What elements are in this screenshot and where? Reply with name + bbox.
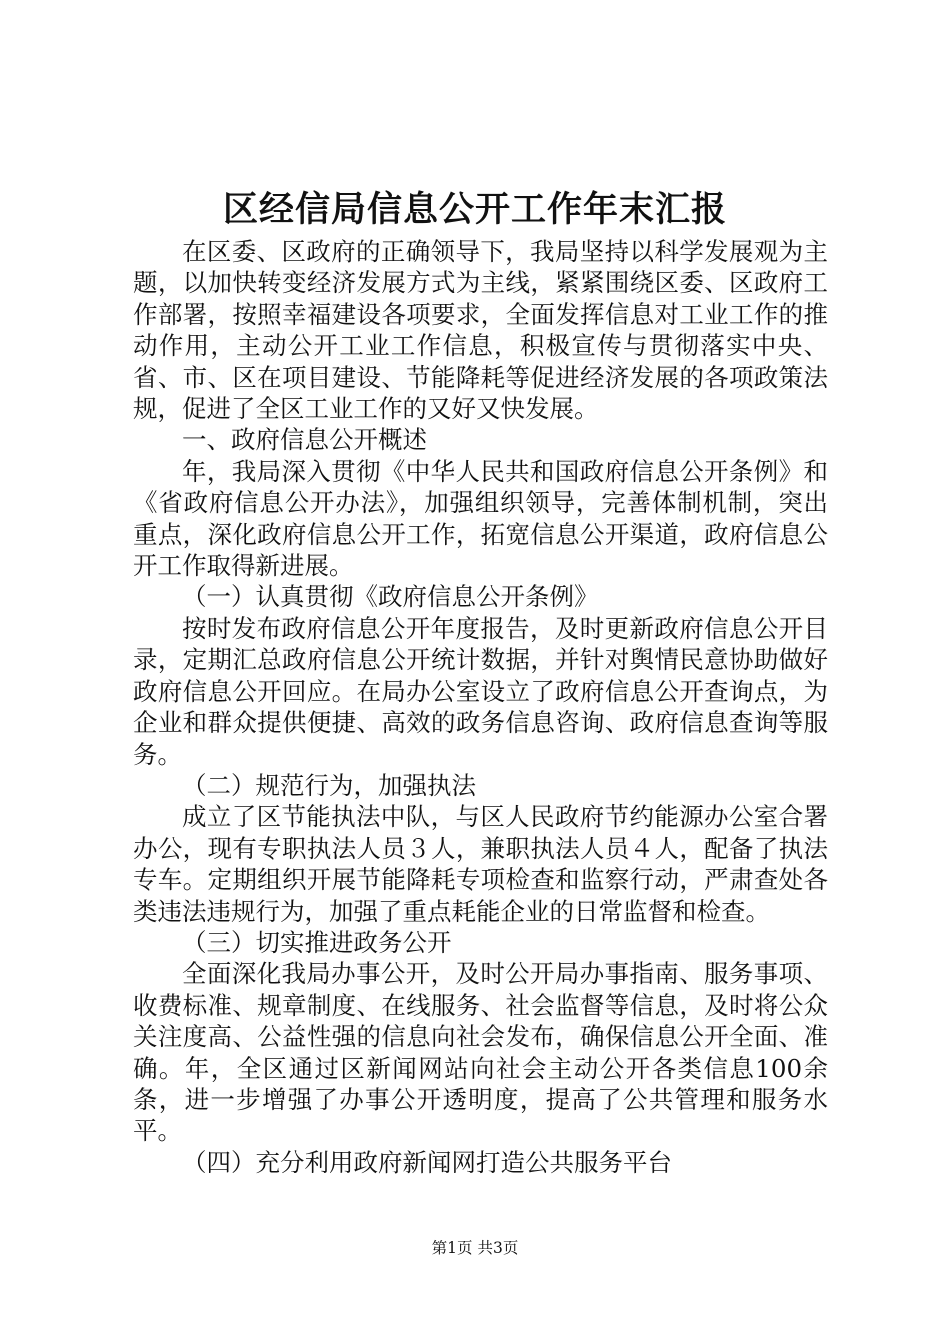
document-body: [133, 236, 828, 1178]
paragraph-overview: 年，我局深入贯彻《中华人民共和国政府信息公开条例》和《省政府信息公开办法》，加强组织领导，完善体制机制，突出重点，深化政府信息公开工作，拓宽信息公开渠道，政府信息公开工作取得新进展。: [133, 456, 828, 581]
document-title: 区经信局信息公开工作年末汇报: [222, 189, 727, 230]
subsection-heading-3: （三）切实推进政务公开: [182, 927, 452, 957]
paragraph-subsection-2: 成立了区节能执法中队，与区人民政府节约能源办公室合署办公，现有专职执法人员３人，兼职执法人员４人，配备了执法专车。定期组织开展节能降耗专项检查和监察行动，严肃查处各类违法违规行为，加强了重点耗能企业的日常监督和检查。: [133, 802, 828, 926]
section-heading-1: 一、政府信息公开概述: [182, 425, 427, 455]
paragraph-subsection-1: 按时发布政府信息公开年度报告，及时更新政府信息公开目录，定期汇总政府信息公开统计数据，并针对舆情民意协助做好政府信息公开回应。在局办公室设立了政府信息公开查询点，为企业和群众提供便捷、高效的政务信息咨询、政府信息查询等服务。: [133, 613, 828, 769]
subsection-heading-1: （一）认真贯彻《政府信息公开条例》: [182, 582, 599, 612]
subsection-heading-4: （四）充分利用政府新闻网打造公共服务平台: [182, 1147, 672, 1177]
subsection-heading-2: （二）规范行为，加强执法: [182, 770, 476, 800]
paragraph-subsection-3: 全面深化我局办事公开，及时公开局办事指南、服务事项、收费标准、规章制度、在线服务、社会监督等信息，及时将公众关注度高、公益性强的信息向社会发布，确保信息公开全面、准确。年，全区通过区新闻网站向社会主动公开各类信息100余条，进一步增强了办事公开透明度，提高了公共管理和服务水平。: [133, 959, 828, 1146]
page-footer: 第1页 共3页: [431, 1239, 519, 1257]
paragraph-intro: 在区委、区政府的正确领导下，我局坚持以科学发展观为主题，以加快转变经济发展方式为主线，紧紧围绕区委、区政府工作部署，按照幸福建设各项要求，全面发挥信息对工业工作的推动作用，主动公开工业工作信息，积极宣传与贯彻落实中央、省、市、区在项目建设、节能降耗等促进经济发展的各项政策法规，促进了全区工业工作的又好又快发展。: [133, 237, 828, 424]
